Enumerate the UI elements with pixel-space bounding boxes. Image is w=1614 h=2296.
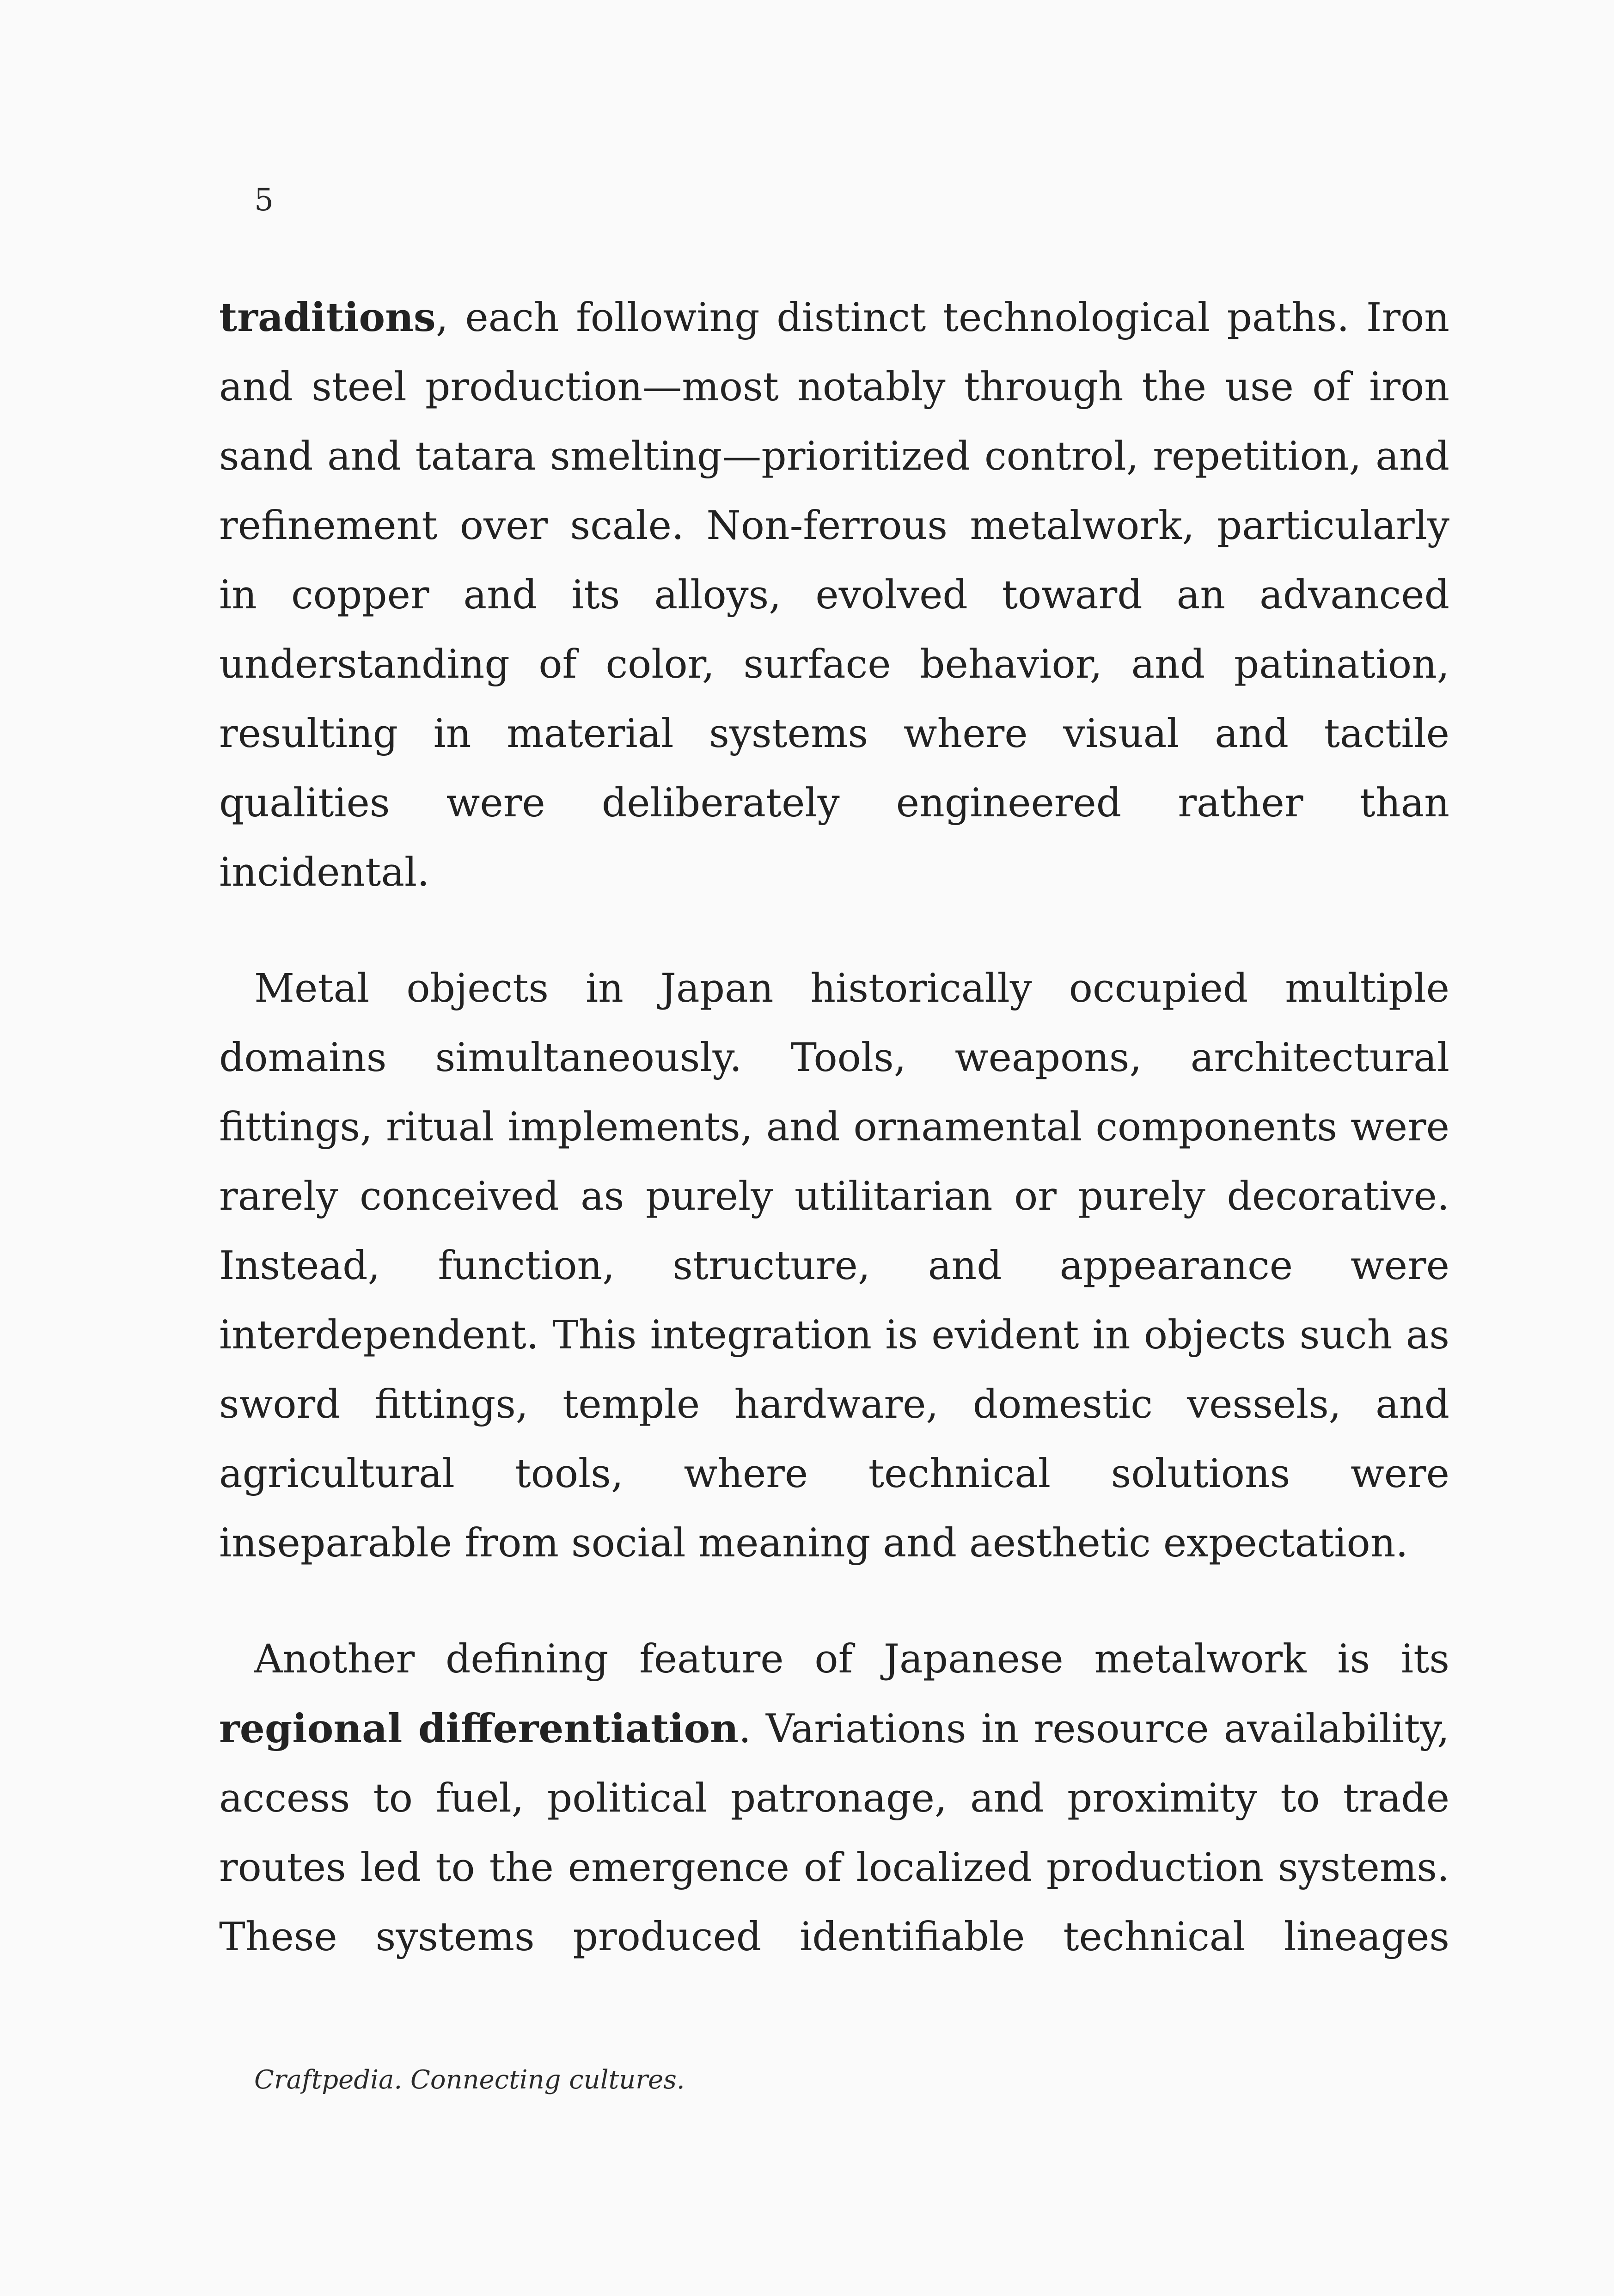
- paragraph-3-text-after: . Variations in resource availability, access to fuel, political patronage, and proximity to trade routes led to the emergence of localized production systems. These systems produced identifiable technical lineages: [219, 1706, 1449, 1960]
- paragraph-2: Metal objects in Japan historically occupied multiple domains simultaneously. Tools, weapons, architectural fittings, ritual implements, and ornamental components were rarely conceived as purely utilitarian or purely decorative. Instead, function, structure, and appearance were interdependent. This integration is evident in objects such as sword fittings, temple hardware, domestic vessels, and agricultural tools, where technical solutions were inseparable from social meaning and aesthetic expectation.: [219, 966, 1449, 1566]
- footer-tagline: Craftpedia. Connecting cultures.: [254, 2065, 685, 2095]
- body-text: [219, 283, 1449, 1972]
- paragraph-1-text: , each following distinct technological paths. Iron and steel production—most notably through the use of iron sand and tatara smelting—prioritized control, repetition, and refinement over scale. Non-ferrous metalwork, particularly in copper and its alloys, evolved toward an advanced understanding of color, surface behavior, and patination, resulting in material systems where visual and tactile qualities were deliberately engineered rather than incidental.: [219, 295, 1449, 895]
- page-number: 5: [254, 182, 274, 218]
- paragraph-1: [219, 283, 1449, 907]
- bold-term-traditions: traditions: [219, 294, 436, 341]
- bold-term-regional-differentiation: regional differentiation: [219, 1706, 739, 1752]
- paragraph-3-text-before: Another defining feature of Japanese metalwork is its: [254, 1636, 1449, 1682]
- paragraph-3: [219, 1625, 1449, 1972]
